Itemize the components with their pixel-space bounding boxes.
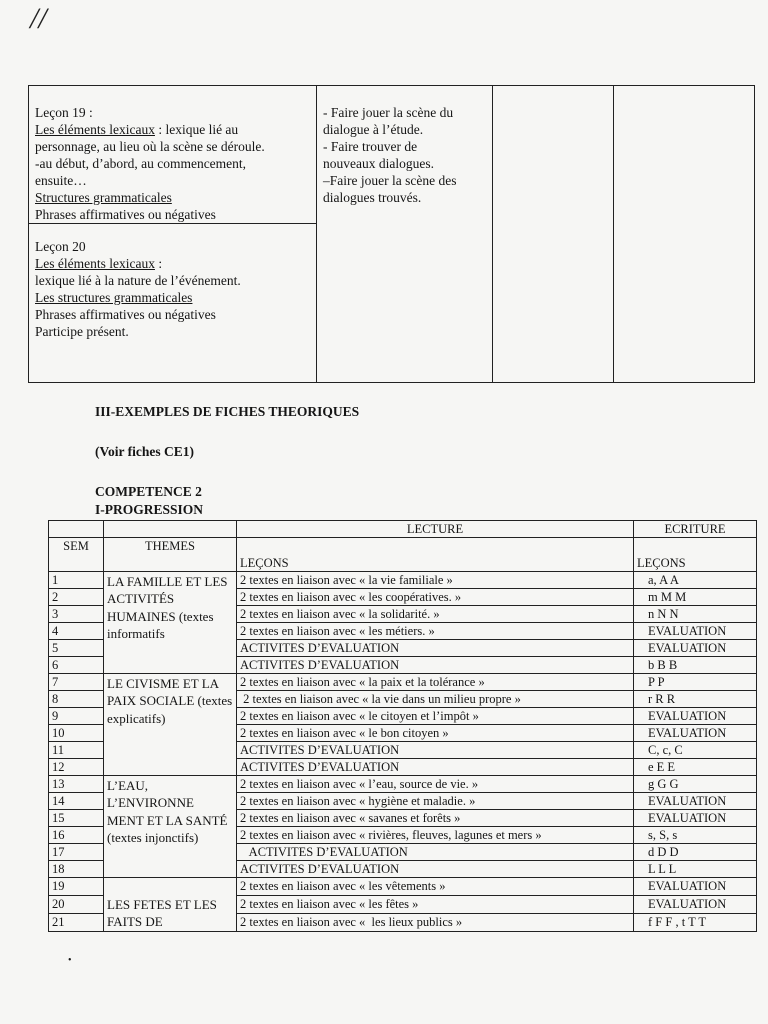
header-lecture: LECTURE xyxy=(237,521,634,538)
ecriture-cell: C, c, C xyxy=(634,742,757,759)
sem-cell: 10 xyxy=(49,725,104,742)
sem-cell: 11 xyxy=(49,742,104,759)
header-blank-sem xyxy=(49,521,104,538)
table-row xyxy=(49,776,757,793)
competence-title: COMPETENCE 2 xyxy=(95,484,202,499)
theme-cell: LA FAMILLE ET LES ACTIVITÉS HUMAINES (textes informatifs xyxy=(104,572,237,674)
section3-title: III-EXEMPLES DE FICHES THEORIQUES xyxy=(95,404,360,419)
lecon20-lex-suffix: : xyxy=(154,256,163,271)
lecon20-struct-text2: Participe présent. xyxy=(35,324,129,339)
lecture-cell: ACTIVITES D’EVALUATION xyxy=(237,759,634,776)
theme-cell: LES FETES ET LES FAITS DE xyxy=(104,878,237,932)
sem-cell: 2 xyxy=(49,589,104,606)
ecriture-cell: EVALUATION xyxy=(634,708,757,725)
lecture-cell: 2 textes en liaison avec « l’eau, source de vie. » xyxy=(237,776,634,793)
ecriture-cell: EVALUATION xyxy=(634,725,757,742)
stray-dot: • xyxy=(68,955,72,966)
empty-cell-3 xyxy=(493,86,614,383)
lecture-cell: 2 textes en liaison avec « les vêtements » xyxy=(237,878,634,896)
lecon19-lex-label: Les éléments lexicaux xyxy=(35,122,155,137)
ecriture-cell: EVALUATION xyxy=(634,895,757,913)
lecon19-struct-label: Structures grammaticales xyxy=(35,190,172,205)
ecriture-cell: m M M xyxy=(634,589,757,606)
lecture-cell: 2 textes en liaison avec « le bon citoyen » xyxy=(237,725,634,742)
lecon19-lex-text: : lexique lié au xyxy=(154,122,239,137)
lecon19-title: Leçon 19 : xyxy=(35,105,93,120)
ecriture-cell: EVALUATION xyxy=(634,810,757,827)
theme-cell: L’EAU, L’ENVIRONNE MENT ET LA SANTÉ (textes injonctifs) xyxy=(104,776,237,878)
lecture-cell: 2 textes en liaison avec « le citoyen et l’impôt » xyxy=(237,708,634,725)
sem-cell: 7 xyxy=(49,674,104,691)
section3-note: (Voir fiches CE1) xyxy=(95,444,194,459)
progression-title: I-PROGRESSION xyxy=(95,502,204,517)
lecon20-title: Leçon 20 xyxy=(35,239,86,254)
lecture-cell: ACTIVITES D’EVALUATION xyxy=(237,861,634,878)
lecture-cell: ACTIVITES D’EVALUATION xyxy=(237,742,634,759)
lecture-cell: 2 textes en liaison avec « les métiers. » xyxy=(237,623,634,640)
sem-cell: 14 xyxy=(49,793,104,810)
lecon19-struct-text: Phrases affirmatives ou négatives xyxy=(35,207,216,222)
lecture-cell: 2 textes en liaison avec « les coopératives. » xyxy=(237,589,634,606)
ecriture-cell: EVALUATION xyxy=(634,878,757,896)
lecon20-lex-line xyxy=(35,255,310,272)
lecture-cell: 2 textes en liaison avec « rivières, fleuves, lagunes et mers » xyxy=(237,827,634,844)
lecture-cell: 2 textes en liaison avec « les fêtes » xyxy=(237,895,634,913)
ecriture-cell: g G G xyxy=(634,776,757,793)
table-row xyxy=(49,878,757,896)
lecture-cell: 2 textes en liaison avec « savanes et forêts » xyxy=(237,810,634,827)
sem-cell: 8 xyxy=(49,691,104,708)
sem-cell: 20 xyxy=(49,895,104,913)
sem-cell: 16 xyxy=(49,827,104,844)
header-lecons: LEÇONS xyxy=(237,538,634,572)
lecture-cell: 2 textes en liaison avec « la paix et la tolérance » xyxy=(237,674,634,691)
activity-line: dialogues trouvés. xyxy=(323,190,422,205)
sem-cell: 18 xyxy=(49,861,104,878)
sem-cell: 5 xyxy=(49,640,104,657)
lecon20-lex-label: Les éléments lexicaux xyxy=(35,256,155,271)
lecture-cell: 2 textes en liaison avec « la solidarité. » xyxy=(237,606,634,623)
lecon20-struct-text1: Phrases affirmatives ou négatives xyxy=(35,307,216,322)
ecriture-cell: EVALUATION xyxy=(634,793,757,810)
margin-mark: // xyxy=(30,2,47,35)
sem-cell: 15 xyxy=(49,810,104,827)
activities-cell xyxy=(317,86,493,383)
sem-cell: 6 xyxy=(49,657,104,674)
activity-line: –Faire jouer la scène des xyxy=(323,173,457,188)
progression-table xyxy=(48,520,757,932)
activity-line: nouveaux dialogues. xyxy=(323,156,434,171)
ecriture-cell: EVALUATION xyxy=(634,640,757,657)
lecon19-cell xyxy=(29,86,317,224)
ecriture-cell: P P xyxy=(634,674,757,691)
ecriture-cell: EVALUATION xyxy=(634,623,757,640)
ecriture-cell: e E E xyxy=(634,759,757,776)
sem-cell: 21 xyxy=(49,913,104,931)
sem-cell: 1 xyxy=(49,572,104,589)
lecon19-lex-line4: ensuite… xyxy=(35,173,87,188)
header-sem: SEM xyxy=(49,538,104,572)
lecture-cell: 2 textes en liaison avec « la vie familiale » xyxy=(237,572,634,589)
lecture-cell: ACTIVITES D’EVALUATION xyxy=(237,640,634,657)
sem-cell: 4 xyxy=(49,623,104,640)
sem-cell: 17 xyxy=(49,844,104,861)
lecon19-lex-line1 xyxy=(35,121,310,138)
activity-line: - Faire jouer la scène du xyxy=(323,105,454,120)
sem-cell: 3 xyxy=(49,606,104,623)
header-ecriture: ECRITURE xyxy=(634,521,757,538)
sem-cell: 19 xyxy=(49,878,104,896)
activity-line: - Faire trouver de xyxy=(323,139,418,154)
ecriture-cell: n N N xyxy=(634,606,757,623)
lecture-cell: ACTIVITES D’EVALUATION xyxy=(237,657,634,674)
ecriture-cell: r R R xyxy=(634,691,757,708)
ecriture-cell: b B B xyxy=(634,657,757,674)
lecon19-lex-line2: personnage, au lieu où la scène se déroule. xyxy=(35,139,265,154)
lecon19-lex-line3: -au début, d’abord, au commencement, xyxy=(35,156,247,171)
table-row xyxy=(49,572,757,589)
header-lecons-ecriture: LEÇONS xyxy=(634,538,757,572)
sem-cell: 9 xyxy=(49,708,104,725)
lecture-cell: 2 textes en liaison avec « hygiène et maladie. » xyxy=(237,793,634,810)
ecriture-cell: s, S, s xyxy=(634,827,757,844)
lecture-cell: ACTIVITES D’EVALUATION xyxy=(237,844,634,861)
ecriture-cell: d D D xyxy=(634,844,757,861)
activities-list xyxy=(317,86,492,206)
ecriture-cell: a, A A xyxy=(634,572,757,589)
sem-cell: 12 xyxy=(49,759,104,776)
lecon20-struct-label: Les structures grammaticales xyxy=(35,290,193,305)
theme-cell: LE CIVISME ET LA PAIX SOCIALE (textes explicatifs) xyxy=(104,674,237,776)
empty-cell-4 xyxy=(614,86,755,383)
lesson-table xyxy=(28,85,755,383)
ecriture-cell: f F F , t T T xyxy=(634,913,757,931)
header-themes: THEMES xyxy=(104,538,237,572)
table-row xyxy=(49,674,757,691)
lecon20-lex-text: lexique lié à la nature de l’événement. xyxy=(35,273,241,288)
lecture-cell: 2 textes en liaison avec « la vie dans un milieu propre » xyxy=(237,691,634,708)
activity-line: dialogue à l’étude. xyxy=(323,122,424,137)
ecriture-cell: L L L xyxy=(634,861,757,878)
header-blank-themes xyxy=(104,521,237,538)
lecture-cell: 2 textes en liaison avec « les lieux publics » xyxy=(237,913,634,931)
sem-cell: 13 xyxy=(49,776,104,793)
lecon20-cell xyxy=(29,224,317,383)
